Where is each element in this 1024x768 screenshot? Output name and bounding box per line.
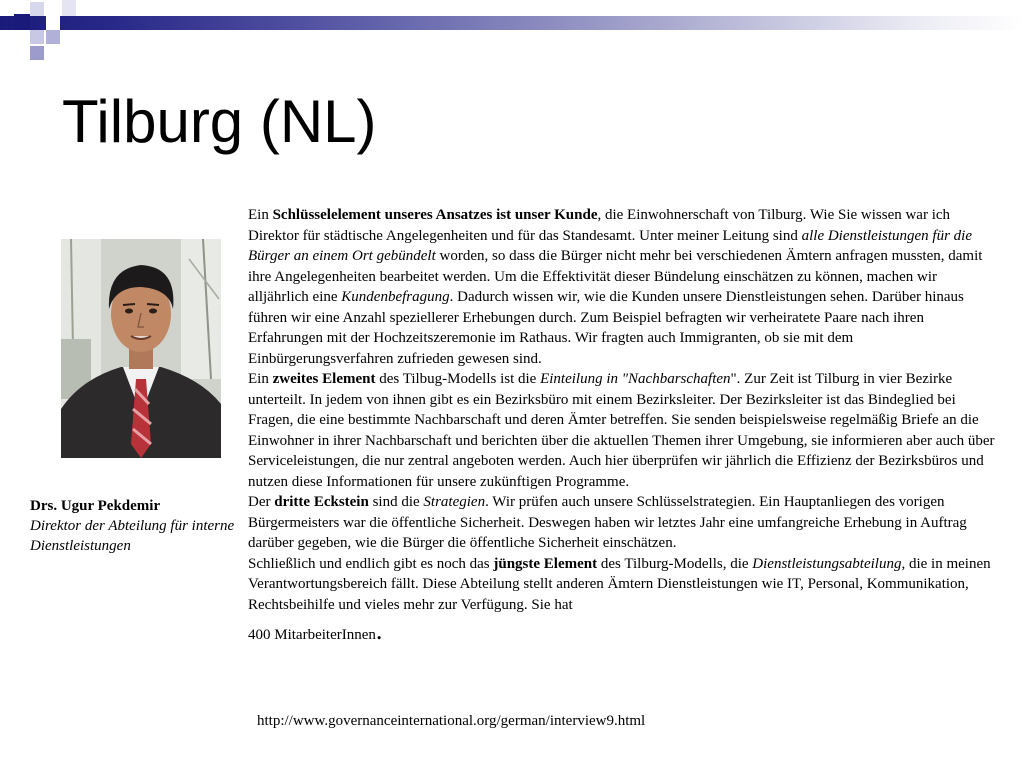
paragraph-service-department	[248, 554, 998, 616]
person-role: Direktor der Abteilung für interne Dienstleistungen	[30, 518, 235, 554]
text-run: .	[375, 616, 383, 645]
person-photo-icon	[61, 239, 221, 458]
decor-square	[46, 14, 60, 30]
text-run: , die in meinen Verantwortungsbereich fällt. Diese Abteilung stellt anderen Ämtern Dienstleistungen wie IT, Personal, Kommunikation, Rechtsbeihilfe und vieles mehr zur Verfügung. Sie hat	[248, 555, 991, 613]
text-run: worden, so dass die Bürger nicht mehr bei verschiedenen Ämtern anfragen mussten, damit ihre Angelegenheiten bearbeitet werden. Um die Effektivität dieser Bündelung einschätzen zu können, machen wir alljährlich eine	[248, 248, 983, 305]
paragraph-neighbourhoods	[248, 369, 998, 492]
source-url[interactable]: http://www.governanceinternational.org/german/interview9.html	[257, 713, 646, 729]
text-run: sind die	[368, 494, 424, 510]
text-run: 400 MitarbeiterInnen	[248, 627, 376, 643]
slide-title: Tilburg (NL)	[62, 88, 377, 155]
body-text	[248, 205, 998, 646]
text-run: . Wir prüfen auch unsere Schlüsselstrategien. Ein Hauptanliegen des vorigen Bürgermeisters war die öffentliche Sicherheit. Deswegen haben wir letztes Jahr eine umfangreiche Erhebung in Auftrag darüber gegeben, wie die Bürger die öffentliche Sicherheit einschätzen.	[248, 494, 967, 551]
text-run: des Tilbug-Modells ist die	[375, 371, 541, 387]
text-run-italic: Kundenbefragung	[341, 289, 450, 305]
text-run: des Tilburg-Modells, die	[597, 555, 753, 572]
text-run-bold: jüngste Element	[493, 555, 598, 572]
text-run: Schließlich und endlich gibt es noch das	[248, 555, 494, 572]
text-run-bold: zweites Element	[272, 371, 376, 387]
person-name: Drs. Ugur Pekdemir	[30, 498, 161, 514]
text-run-bold: dritte Eckstein	[274, 494, 369, 510]
decor-square	[14, 14, 30, 30]
text-run: . Dadurch wissen wir, wie die Kunden unsere Dienstleistungen sehen. Darüber hinaus führen wir eine Anzahl speziellerer Erhebungen durch. Zum Beispiel befragten wir verheiratete Paare nach ihren Erfahrungen mit der Hochzeitszeremonie im Rathaus. Wir fragten auch Immigranten, ob sie mit dem Einbürgerungsverfahren zufrieden gewesen sind.	[248, 289, 964, 367]
text-run-italic: Einteilung in "Nachbarschaften	[540, 371, 731, 387]
text-run-italic: alle Dienstleistungen für die Bürger an einem Ort gebündelt	[248, 227, 972, 264]
text-run: Ein	[248, 207, 273, 223]
paragraph-staff-count	[248, 616, 998, 646]
paragraph-strategies	[248, 492, 998, 554]
paragraph-customer	[248, 205, 998, 369]
decor-square	[46, 30, 60, 44]
text-run-bold: Schlüsselelement unseres Ansatzes ist unser Kunde	[272, 207, 598, 223]
text-run: , die Einwohnerschaft von Tilburg. Wie Sie wissen war ich Direktor für städtische Angelegenheiten und für das Standesamt. Unter meiner Leitung sind	[248, 207, 951, 244]
text-run: Der	[248, 494, 275, 510]
decor-square	[62, 0, 76, 16]
text-run: ". Zur Zeit ist Tilburg in vier Bezirke unterteilt. In jedem von ihnen gibt es ein Bezirksbüro mit einem Bezirksleiter. Der Bezirksleiter ist das Bindeglied bei Fragen, die eine bestimmte Nachbarschaft und deren Ämter betreffen. Sie senden beispielsweise regelmäßig Briefe an die Einwohner in ihrer Nachbarschaft und berichten über die aktuellen Themen ihrer Umgebung, sie informieren aber auch über Serviceleistungen, die nur zentral angeboten werden. Auch hier überprüfen wir jährlich die Effizienz der Bezirksbüros und nutzen diese Informationen für unsere zukünftigen Programme.	[248, 371, 995, 490]
text-run: Ein	[248, 371, 273, 387]
header-gradient-bar	[0, 16, 1024, 30]
text-run-italic: Dienstleistungsabteilung	[752, 555, 902, 572]
person-photo	[61, 239, 221, 458]
decor-square	[30, 46, 44, 60]
decor-square	[30, 30, 44, 44]
photo-caption	[30, 496, 235, 556]
decor-square	[30, 2, 44, 16]
text-run-italic: Strategien	[423, 494, 486, 510]
